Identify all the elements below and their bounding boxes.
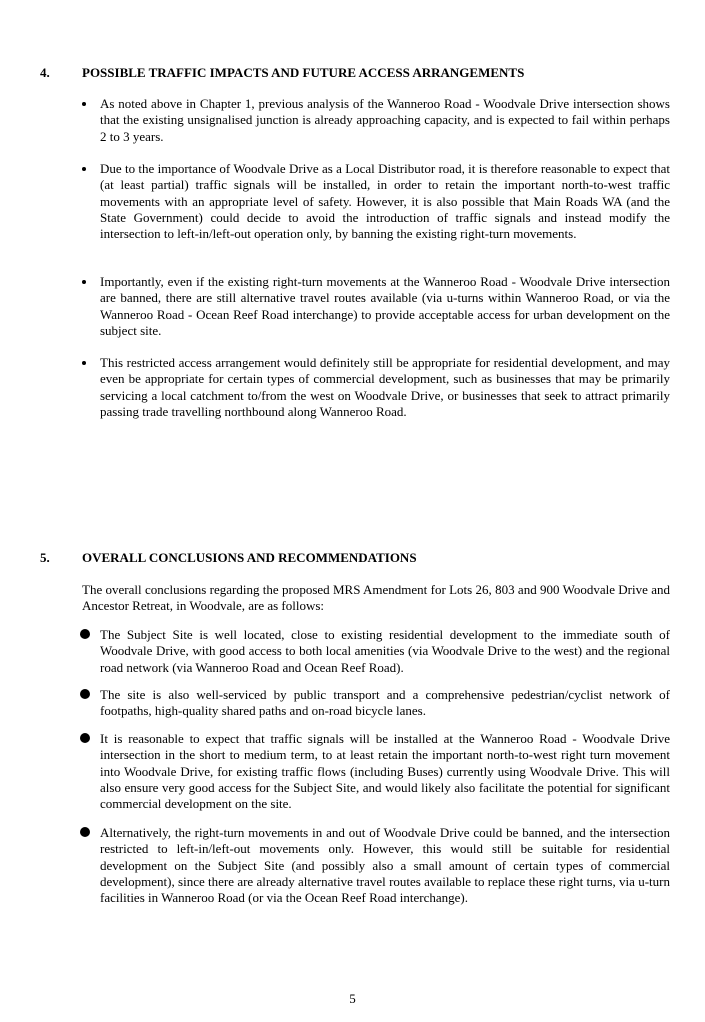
bullet-dot-icon xyxy=(82,361,86,365)
page-number: 5 xyxy=(349,991,356,1006)
section-5-bullet-2 xyxy=(82,687,670,720)
section-5-number: 5. xyxy=(40,550,50,565)
section-5-bullet-3 xyxy=(82,731,670,812)
section-4-bullet-1 xyxy=(82,96,670,145)
section-4-bullet-2 xyxy=(82,161,670,242)
bullet-dot-icon xyxy=(82,102,86,106)
section-4-bullet-4-text: This restricted access arrangement would definitely still be appropriate for residential development, and may even be appropriate for certain types of commercial development, such as businesses that may be primarily servicing a local catchment to/from the west on Woodvale Drive, or businesses that seek to attract primarily passing trade travelling northbound along Wanneroo Road. xyxy=(100,355,670,419)
section-5-bullet-2-text: The site is also well-serviced by public transport and a comprehensive pedestrian/cyclist network of footpaths, high-quality shared paths and on-road bicycle lanes. xyxy=(100,687,670,719)
bullet-dot-icon xyxy=(82,167,86,171)
section-4-bullet-4 xyxy=(82,355,670,420)
section-4-title: POSSIBLE TRAFFIC IMPACTS AND FUTURE ACCESS ARRANGEMENTS xyxy=(82,65,525,80)
section-5-bullet-1 xyxy=(82,627,670,676)
bullet-dot-icon xyxy=(82,280,86,284)
bullet-dot-icon xyxy=(80,827,90,837)
section-4-bullet-3 xyxy=(82,274,670,339)
section-5-bullet-4-text: Alternatively, the right-turn movements in and out of Woodvale Drive could be banned, and the intersection restricted to left-in/left-out movements only. However, this would still be suitable for residential development on the Subject Site (and possibly also a small amount of certain types of commercial development), since there are already alternative travel routes available to replace these right turns, via u-turn facilities in Wanneroo Road (or via the Ocean Reef Road interchange). xyxy=(100,825,670,906)
section-5-intro: The overall conclusions regarding the proposed MRS Amendment for Lots 26, 803 and 900 Woodvale Drive and Ancestor Retreat, in Woodvale, are as follows: xyxy=(82,582,670,614)
section-5-title: OVERALL CONCLUSIONS AND RECOMMENDATIONS xyxy=(82,550,417,565)
section-5-bullet-3-text: It is reasonable to expect that traffic signals will be installed at the Wanneroo Road - Woodvale Drive intersection in the short to medium term, to at least retain the important north-to-west right turn movement into Woodvale Drive, for existing traffic flows (including Buses) currently using Woodvale Drive. This will also ensure very good access for the Subject Site, and would likely also facilitate the potential for significant commercial development on the site. xyxy=(100,731,670,812)
section-4-bullet-1-text: As noted above in Chapter 1, previous analysis of the Wanneroo Road - Woodvale Drive intersection shows that the existing unsignalised junction is already approaching capacity, and is expected to fail within perhaps 2 to 3 years. xyxy=(100,96,670,144)
section-4-bullet-2-text: Due to the importance of Woodvale Drive as a Local Distributor road, it is therefore reasonable to expect that (at least partial) traffic signals will be installed, in order to retain the important north-to-west traffic movements with an appropriate level of safety. However, it is also possible that Main Roads WA (and the State Government) could decide to avoid the introduction of traffic signals and instead modify the intersection to left-in/left-out operation only, by banning the existing right-turn movements. xyxy=(100,161,670,242)
bullet-dot-icon xyxy=(80,689,90,699)
section-4-bullet-3-text: Importantly, even if the existing right-turn movements at the Wanneroo Road - Woodvale Drive intersection are banned, there are still alternative travel routes available (via u-turns within Wanneroo Road, or via the Wanneroo Road - Ocean Reef Road interchange) to provide acceptable access for urban development on the subject site. xyxy=(100,274,670,338)
section-5-bullet-4 xyxy=(82,825,670,906)
section-4-heading xyxy=(40,65,680,81)
bullet-dot-icon xyxy=(80,733,90,743)
bullet-dot-icon xyxy=(80,629,90,639)
section-5-heading xyxy=(40,550,680,566)
section-4-number: 4. xyxy=(40,65,50,80)
section-5-bullet-1-text: The Subject Site is well located, close to existing residential development to the immediate south of Woodvale Drive, with good access to both local amenities (via Woodvale Drive to the west) and the regional road network (via Wanneroo Road and Ocean Reef Road). xyxy=(100,627,670,675)
